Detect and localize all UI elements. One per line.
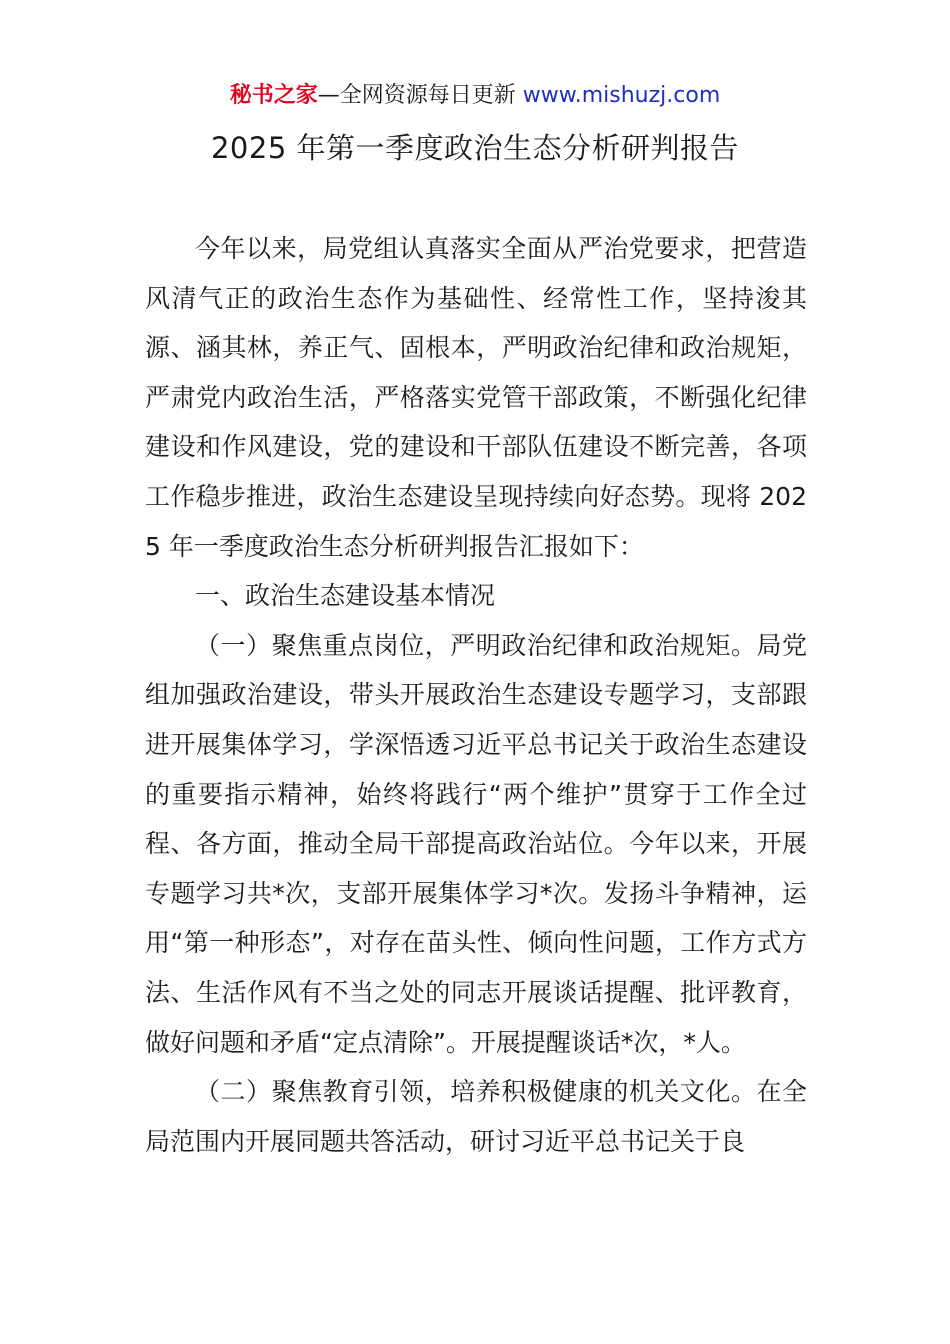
document-body [145,224,807,1166]
subsection-paragraph-2: （二）聚焦教育引领，培养积极健康的机关文化。在全局范围内开展同题共答活动，研讨习近平总书记关于良 [145,1077,807,1156]
site-banner [0,80,950,112]
site-url-link[interactable]: www.mishuzj.com [522,83,721,108]
intro-paragraph: 今年以来，局党组认真落实全面从严治党要求，把营造风清气正的政治生态作为基础性、经常性工作，坚持浚其源、涵其林，养正气、固根本，严明政治纪律和政治规矩，严肃党内政治生活，严格落实党管干部政策，不断强化纪律建设和作风建设，党的建设和干部队伍建设不断完善，各项工作稳步推进，政治生态建设呈现持续向好态势。现将 2025 年一季度政治生态分析研判报告汇报如下： [145,234,807,561]
banner-tagline: —全网资源每日更新 [317,83,523,108]
subsection-paragraph-1: （一）聚焦重点岗位，严明政治纪律和政治规矩。局党组加强政治建设，带头开展政治生态建设专题学习，支部跟进开展集体学习，学深悟透习近平总书记关于政治生态建设的重要指示精神，始终将践行“两个维护”贯穿于工作全过程、各方面，推动全局干部提高政治站位。今年以来，开展专题学习共*次，支部开展集体学习*次。发扬斗争精神，运用“第一种形态”，对存在苗头性、倾向性问题，工作方式方法、生活作风有不当之处的同志开展谈话提醒、批评教育，做好问题和矛盾“定点清除”。开展提醒谈话*次，*人。 [145,630,807,1057]
brand-name: 秘书之家 [229,83,318,108]
document-title: 2025 年第一季度政治生态分析研判报告 [210,131,740,165]
section-heading: 一、政治生态建设基本情况 [195,581,496,611]
